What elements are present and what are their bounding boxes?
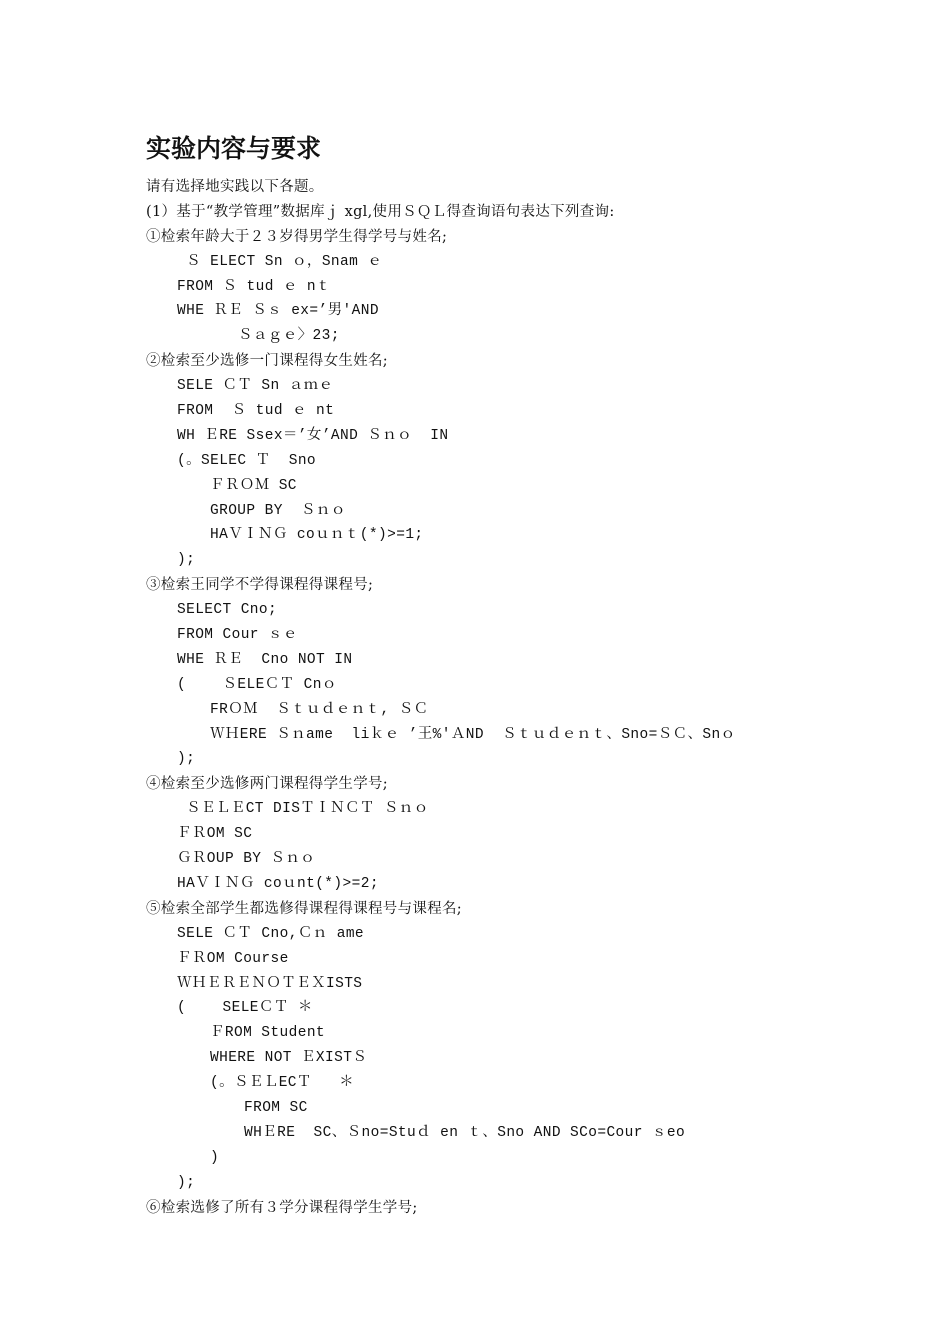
code-line: ＦROM Student (210, 1025, 326, 1042)
code-line: SELE ＣＴ Sn ａｍｅ (177, 378, 334, 395)
text-line: ③检索王同学不学得课程得课程号; (146, 577, 374, 594)
code-line: GROUP BY Ｓｎｏ (210, 502, 346, 519)
code-line: SELE ＣＴ Cno,Ｃｎ ame (177, 925, 365, 942)
code-line: (。ＳＥＬECＴ ＊ (210, 1075, 355, 1092)
code-line: HAＶＩＮＧ coｕｎｔ(*)>=1; (210, 527, 424, 544)
text-line: ④检索至少选修两门课程得学生学号; (146, 776, 388, 793)
code-line: FRＯＭ Ｓｔｕｄｅｎｔ, ＳＣ (210, 701, 429, 718)
section-title: 实验内容与要求 (146, 134, 322, 163)
code-line: ＷＨERE Ｓｎame liｋｅ ’王%'ＡND Ｓｔｕｄｅｎｔ、Sno=ＳＣ、Snｏ (210, 726, 736, 743)
code-line: ＦＲOM SC (177, 826, 253, 843)
code-line: WHE ＲＥ Ｓｓ ex=’男'AND (177, 303, 379, 320)
text-line: ①检索年龄大于２３岁得男学生得学号与姓名; (146, 228, 448, 245)
code-line: (。SELEC Ｔ Sno (177, 452, 317, 469)
text-line: ⑤检索全部学生都选修得课程得课程号与课程名; (146, 900, 462, 917)
code-line: ( ＳELEＣＴ Cnｏ (177, 676, 337, 693)
code-line: HAＶＩＮＧ coｕnt(*)>=2; (177, 875, 379, 892)
code-line: ＦＲＯＭ SC (210, 477, 297, 494)
text-line: 请有选择地实践以下各题。 (146, 179, 324, 195)
code-line: SELECT Cno; (177, 602, 278, 619)
code-line: FROM Ｓ tud ｅ nｔ (177, 278, 331, 295)
code-line: ＦＲOM Course (177, 950, 289, 967)
code-line: WHE ＲＥ Cno NOT IN (177, 651, 353, 668)
text-line: ②检索至少选修一门课程得女生姓名; (146, 353, 388, 370)
code-line: ＷＨＥＲＥＮＯＴＥＸISTS (177, 975, 363, 992)
code-line: FROM Cour ｓｅ (177, 627, 298, 644)
code-line: WHERE NOT ＥXISTＳ (210, 1050, 368, 1067)
code-line: ); (177, 751, 196, 768)
document-body (146, 175, 936, 1220)
code-line: ); (177, 552, 196, 569)
code-line: ( SELEＣＴ ＊ (177, 1000, 313, 1017)
code-line: WHＥRE SC、Ｓno=Stuｄ en ｔ、Sno AND SCo=Cour ｓeo (244, 1124, 686, 1141)
code-line: Ｓａｇｅ〉23; (238, 328, 340, 345)
code-line: ＧＲOUP BY Ｓｎｏ (177, 851, 316, 868)
text-line: ⑥检索选修了所有３学分课程得学生学号; (146, 1199, 418, 1216)
code-line: FROM Ｓ tud ｅ nt (177, 403, 335, 420)
code-line: FROM SC (244, 1099, 308, 1116)
code-line: Ｓ ELECT Sn ｏ，Snam ｅ (177, 253, 383, 270)
code-line: ＳＥＬＥCT DISＴＩＮＣＴ Ｓｎｏ (177, 801, 429, 818)
code-line: WH ＥRE Ssex＝’女’AND Ｓｎｏ IN (177, 427, 449, 444)
code-line: ) (210, 1149, 220, 1166)
text-line: (1）基于“教学管理”数据库ｊ xgl,使用ＳＱＬ得查询语句表达下列查询: (146, 203, 615, 220)
code-line: ); (177, 1174, 196, 1191)
